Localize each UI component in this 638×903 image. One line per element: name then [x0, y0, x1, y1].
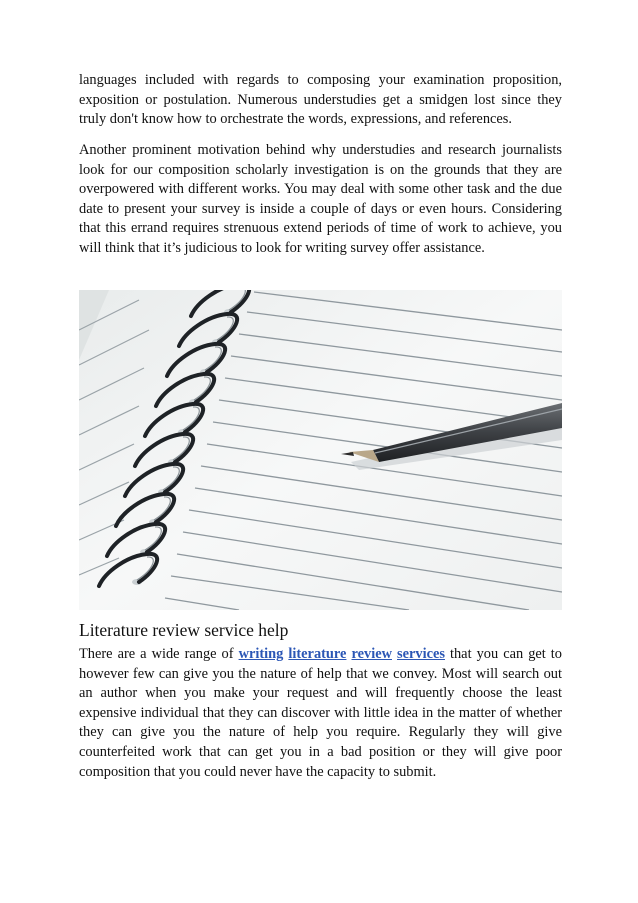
link-writing[interactable]: writing: [238, 646, 284, 662]
section-heading: Literature review service help: [79, 620, 289, 640]
link-review[interactable]: review: [351, 646, 392, 662]
paragraph-services: [79, 645, 562, 782]
paragraph-continuation: languages included with regards to composing your examination proposition, exposition or postulation. Numerous understudies get a smidgen lost since they truly don't know how to orchestrate the words, expressions, and references.: [79, 72, 562, 128]
link-services[interactable]: services: [397, 646, 445, 662]
notebook-pen-photo: [79, 290, 562, 610]
paragraph-motivation: Another prominent motivation behind why understudies and research journalists look for our composition scholarly investigation is on the grounds that they are overpowered with different works. You may deal with some other task and the due date to present your survey is inside a couple of days or even hours. Considering that this errand requires strenuous extend periods of time of work to achieve, you will think that it’s judicious to look for writing survey offer assistance.: [79, 142, 562, 256]
services-body-text: that you can get to however few can give you the nature of help that we convey. Most will search out an author when you make your request and will frequently choose the least expensive individual that they can discover with little idea in the matter of whether they can give you the nature of help you require. Regularly they will give counterfeited work that can get you in a bad position or they will give poor composition that you could never have the capacity to submit.: [79, 646, 562, 780]
services-intro-text: There are a wide range of: [79, 646, 239, 662]
link-literature[interactable]: literature: [288, 646, 347, 662]
